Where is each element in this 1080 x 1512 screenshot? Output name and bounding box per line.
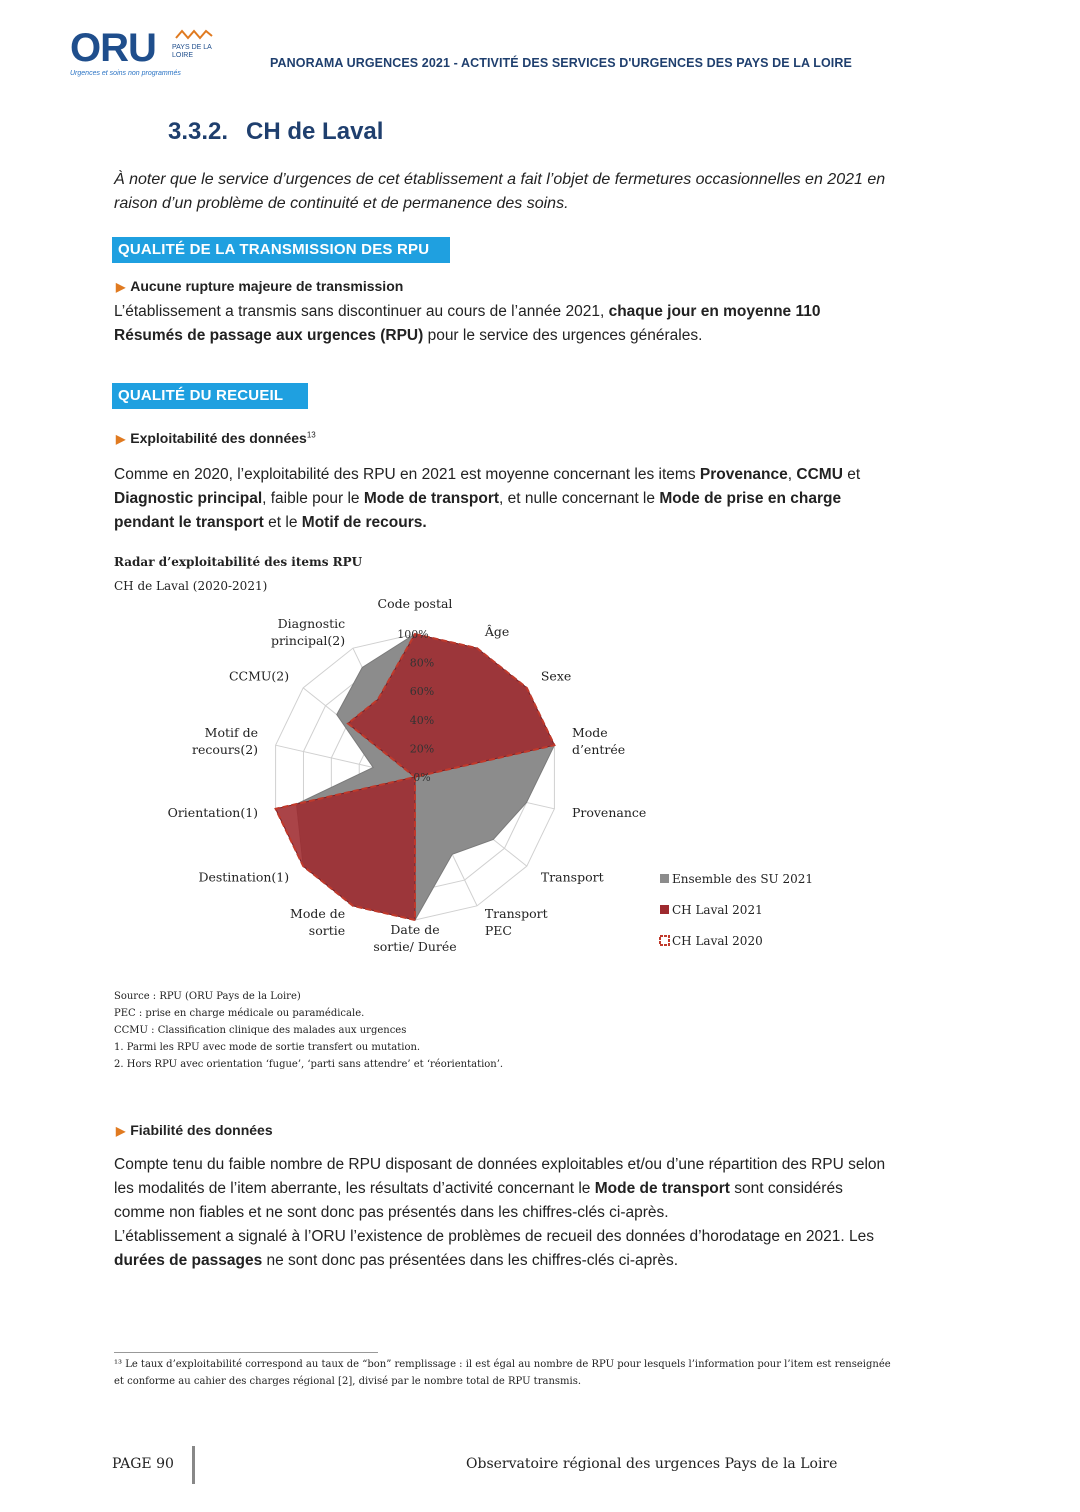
subheading-fiabilite [116,1122,273,1138]
text-bold: Mode de transport [594,1180,730,1197]
radar-tick-label: 60% [409,685,435,699]
radar-axis-label: Destination(1) [198,869,290,885]
radar-axis-label: principal(2) [270,632,346,648]
radar-tick-label: 40% [409,713,435,727]
radar-tick-label: 0% [413,771,431,784]
radar-axis-label: Diagnostic [277,615,346,631]
banner-transmission: QUALITÉ DE LA TRANSMISSION DES RPU [112,237,450,263]
text-run: Compte tenu du faible nombre de RPU disposant de données exploitables et/ou d’une répartition des RPU selon les modalités de l’item aberrante, les résultats d’activité concernant le [114,1156,886,1197]
paragraph-exploitabilite [114,463,890,535]
radar-axis-label: Transport [540,869,604,885]
legend-swatch [660,936,669,945]
radar-axis-label: Date de [390,922,440,937]
page-number: PAGE 90 [112,1456,174,1472]
intro-text: À noter que le service d’urgences de cet établissement a fait l’objet de fermetures occasionnelles en 2021 en raison d’un problème de continuité et de permanence des soins. [114,171,886,212]
subheading-text: Exploitabilité des données [130,430,307,446]
radar-axis-label: CCMU(2) [228,668,290,684]
text-run: Comme en 2020, l’exploitabilité des RPU en 2021 est moyenne concernant les items [114,466,700,483]
triangle-bullet-icon: ▶ [116,280,126,294]
radar-axis-label: sortie/ Durée [373,939,457,954]
radar-axis-label: d’entrée [571,742,626,758]
chart-title: Radar d’exploitabilité des items RPU [114,555,363,569]
triangle-bullet-icon: ▶ [116,1124,126,1138]
legend-entry: Ensemble des SU 2021 [672,872,814,886]
logo-text: ORU [70,26,156,70]
radar-axis-label: Âge [484,623,510,639]
text-run: ne sont donc pas présentées dans les chiffres-clés ci-après. [262,1252,679,1269]
text-run: L’établissement a transmis sans discontinuer au cours de l’année 2021, [114,303,609,320]
text-bold: CCMU [796,466,843,483]
text-bold: durées de passages [114,1252,263,1269]
text-run: sont considérés comme non fiables et ne sont donc pas présentés dans les chiffres-clés ci-après. [114,1180,843,1221]
text-run: , [787,466,797,483]
subheading-text: Aucune rupture majeure de transmission [130,278,404,294]
text-run: et le [263,514,302,531]
note-line: Source : RPU (ORU Pays de la Loire) [114,991,301,1002]
subheading-text: Fiabilité des données [130,1122,273,1138]
radar-axis-label: Mode de [290,906,346,922]
radar-tick-label: 20% [409,742,435,756]
radar-tick-label: 80% [409,656,435,670]
chart-notes [114,988,503,1073]
text-run: et [842,466,861,483]
text-bold: Mode de transport [363,490,500,507]
text-bold: Motif de recours. [301,514,427,531]
footer-organization: Observatoire régional des urgences Pays de la Loire [466,1456,838,1472]
text-run: , et nulle concernant le [499,490,660,507]
section-number: 3.3.2. [168,118,229,145]
logo-tagline: Urgences et soins non programmés [70,70,181,77]
radar-axis-label: Transport [484,906,548,922]
subheading-exploitabilite [116,430,316,446]
radar-axis-label: Motif de [204,725,259,741]
subheading-transmission [116,278,403,294]
legend-entry: CH Laval 2021 [672,903,763,917]
radar-axis-label: Sexe [540,668,572,684]
chart-legend [660,872,813,948]
paragraph-fiabilite [114,1153,890,1273]
legend-entry: CH Laval 2020 [672,934,763,948]
radar-axis-label: Mode [571,725,608,741]
logo-region: PAYS DE LA LOIRE [172,44,212,59]
text-bold: Provenance [699,466,788,483]
text-bold: chaque jour en moyenne 110 Résumés de passage aux urgences (RPU) [114,303,821,344]
note-line: PEC : prise en charge médicale ou paramédicale. [114,1008,365,1019]
radar-axis-label: Code postal [377,596,453,611]
radar-axis-label: recours(2) [191,742,259,758]
triangle-bullet-icon: ▶ [116,432,126,446]
footnote-ref: 13 [306,430,316,440]
text-run: pour le service des urgences générales. [423,327,703,344]
legend-swatch [660,874,669,883]
banner-recueil: QUALITÉ DU RECUEIL [112,383,308,409]
legend-swatch [660,905,669,914]
text-run: , faible pour le [262,490,364,507]
footnote-divider [114,1352,378,1353]
paragraph-transmission [114,300,890,348]
radar-axis-label: Provenance [571,804,647,820]
section-name: CH de Laval [246,118,384,145]
footer-divider [192,1446,195,1484]
note-line: 1. Parmi les RPU avec mode de sortie transfert ou mutation. [114,1042,421,1053]
note-line: 2. Hors RPU avec orientation ‘fugue’, ‘parti sans attendre’ et ‘réorientation’. [114,1059,504,1070]
oru-logo [70,26,220,82]
footnote: ¹³ Le taux d’exploitabilité correspond au taux de “bon” remplissage : il est égal au nombre de RPU pour lesquels l’information pour l’item est renseignée et conforme au cahier des charges régional [2], divisé par le nombre total de RPU transmis. [114,1359,891,1387]
chart-subtitle: CH de Laval (2020-2021) [114,579,268,593]
section-title [168,118,383,146]
note-line: CCMU : Classification clinique des malades aux urgences [114,1025,407,1036]
text-run: L’établissement a signalé à l’ORU l’existence de problèmes de recueil des données d’horodatage en 2021. Les [114,1228,874,1245]
radar-axis-label: Orientation(1) [167,804,259,820]
header-title: PANORAMA URGENCES 2021 - ACTIVITÉ DES SERVICES D'URGENCES DES PAYS DE LA LOIRE [270,56,852,70]
radar-tick-label: 100% [397,628,429,641]
logo-wave-icon [176,28,216,40]
radar-axis-label: sortie [308,923,346,939]
radar-axis-label: PEC [484,923,512,939]
text-bold: Mode de prise en charge pendant le transport [114,490,842,531]
text-bold: Diagnostic principal [114,490,263,507]
radar-chart [160,596,860,975]
